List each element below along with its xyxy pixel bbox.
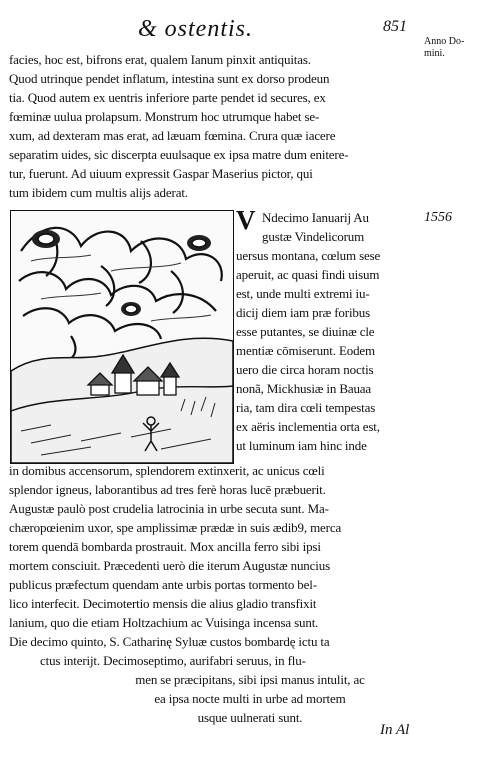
margin-year: 1556 (424, 210, 452, 225)
text-line-tapered: men se præcipitans, sibi ipsi manus intulit, ac (135, 672, 365, 687)
drop-cap-initial: V (236, 205, 256, 235)
text-line: publicus præfectum quendam ante urbis portas tormento bel- (9, 577, 317, 592)
page-number: 851 (383, 18, 407, 35)
text-line: chæropœienim uxor, spe amplissimæ prædæ in suis ædib9, merca (9, 520, 342, 535)
storm-clouds-village-image (11, 211, 233, 463)
text-line: aperuit, ac quasi findi uisum (236, 267, 380, 282)
woodcut-storm-illustration (10, 210, 234, 464)
text-line: dicij diem iam præ foribus (236, 305, 371, 320)
text-line: xum, ad dexteram mas erat, ad læuam fœmina. Crura quæ iacere (9, 128, 336, 143)
text-line-tapered: ea ipsa nocte multi in urbe ad mortem (154, 691, 346, 706)
text-line: esse putantes, se diuinæ cle (236, 324, 375, 339)
text-line: mentiæ cōmiserunt. Eodem (236, 343, 376, 358)
text-line: nonã, Mickhusiæ in Bauaa (236, 381, 372, 396)
text-line: fœminæ uulua prolapsum. Monstrum hoc utrumque habet se- (9, 109, 320, 124)
text-line: tia. Quod autem ex uentris inferiore parte pendet id secures, ex (9, 90, 326, 105)
text-line: uero die circa horam noctis (236, 362, 374, 377)
text-line-tapered: usque uulnerati sunt. (197, 710, 303, 725)
text-line: uersus montana, cœlum sese (236, 248, 381, 263)
text-line: splendor igneus, laborantibus ad tres ferè horas lucē præbuerit. (9, 482, 326, 497)
text-line: in domibus accensorum, splendorem extinxerit, ac unicus cœli (9, 463, 325, 478)
text-line: facies, hoc est, bifrons erat, qualem Ianum pinxit antiquitas. (9, 52, 311, 67)
text-line: Quod utrinque pendet inflatum, intestina sunt ex dorso prodeun (9, 71, 330, 86)
text-line: lico interfecit. Decimotertio mensis die alius gladio transfixit (9, 596, 317, 611)
text-line: torem quendā bombarda prostrauit. Mox ancilla ferro sibi ipsi (9, 539, 321, 554)
catchword: In Al (380, 722, 410, 738)
running-header: & ostentis. (138, 16, 254, 42)
margin-note-anno-domini: Anno Do- mini. (424, 36, 465, 59)
text-line: Die decimo quinto, S. Catharinę Syluæ custos bombardę ictu ta (9, 634, 330, 649)
text-line: Augustæ paulò post crudelia latrocinia in urbe secuta sunt. Ma- (9, 501, 329, 516)
text-line: ut luminum iam hinc inde (236, 438, 367, 453)
text-line: lanium, quo die etiam Holtzachium ac Vuisinga incensa sunt. (9, 615, 319, 630)
text-line: tur, fuerunt. Ad uiuum expressit Gaspar Maserius pictor, qui (9, 166, 313, 181)
text-line: separatim uides, sic discerpta euulsaque ex ipsa matre dum enitere- (9, 147, 349, 162)
text-line: ex aëris inclementia orta est, (236, 419, 380, 434)
text-line: ria, tam dira cœli tempestas (236, 400, 376, 415)
text-line: mortem consciuit. Præcedenti uerò die iterum Augustæ nuncius (9, 558, 331, 573)
text-line: ctus interijt. Decimoseptimo, aurifabri seruus, in flu- (40, 653, 306, 668)
text-line: est, unde multi extremi iu- (236, 286, 370, 301)
text-line: Ndecimo Ianuarij Au (262, 210, 369, 225)
text-line: tum ibidem cum multis alijs aderat. (9, 185, 188, 200)
text-line: gustæ Vindelicorum (262, 229, 365, 244)
